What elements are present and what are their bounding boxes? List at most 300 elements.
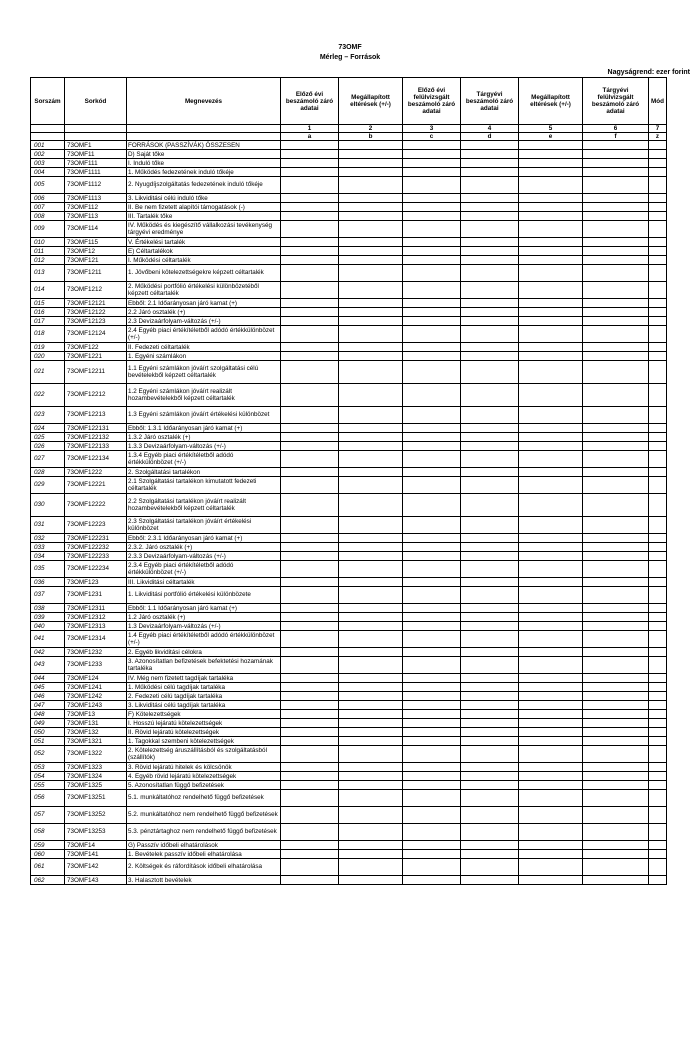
value-cell-6[interactable] <box>583 265 649 282</box>
value-cell-5[interactable] <box>519 824 583 841</box>
value-cell-7[interactable] <box>649 728 667 737</box>
value-cell-7[interactable] <box>649 343 667 352</box>
value-cell-6[interactable] <box>583 657 649 674</box>
value-cell-7[interactable] <box>649 317 667 326</box>
value-cell-5[interactable] <box>519 674 583 683</box>
value-cell-6[interactable] <box>583 352 649 361</box>
value-cell-3[interactable] <box>403 807 461 824</box>
value-cell-7[interactable] <box>649 683 667 692</box>
value-cell-4[interactable] <box>461 841 519 850</box>
value-cell-5[interactable] <box>519 552 583 561</box>
value-cell-4[interactable] <box>461 477 519 494</box>
value-cell-3[interactable] <box>403 221 461 238</box>
value-cell-3[interactable] <box>403 824 461 841</box>
value-cell-2[interactable] <box>339 468 403 477</box>
value-cell-7[interactable] <box>649 701 667 710</box>
value-cell-3[interactable] <box>403 442 461 451</box>
value-cell-1[interactable] <box>281 543 339 552</box>
value-cell-3[interactable] <box>403 657 461 674</box>
value-cell-5[interactable] <box>519 850 583 859</box>
value-cell-1[interactable] <box>281 384 339 407</box>
value-cell-5[interactable] <box>519 772 583 781</box>
value-cell-7[interactable] <box>649 159 667 168</box>
value-cell-2[interactable] <box>339 763 403 772</box>
value-cell-6[interactable] <box>583 442 649 451</box>
value-cell-7[interactable] <box>649 876 667 885</box>
value-cell-6[interactable] <box>583 561 649 578</box>
value-cell-5[interactable] <box>519 468 583 477</box>
value-cell-2[interactable] <box>339 159 403 168</box>
value-cell-4[interactable] <box>461 384 519 407</box>
value-cell-1[interactable] <box>281 859 339 876</box>
value-cell-5[interactable] <box>519 746 583 763</box>
value-cell-7[interactable] <box>649 824 667 841</box>
value-cell-2[interactable] <box>339 265 403 282</box>
value-cell-4[interactable] <box>461 763 519 772</box>
value-cell-6[interactable] <box>583 361 649 384</box>
value-cell-4[interactable] <box>461 141 519 150</box>
value-cell-4[interactable] <box>461 256 519 265</box>
value-cell-1[interactable] <box>281 710 339 719</box>
value-cell-4[interactable] <box>461 692 519 701</box>
value-cell-6[interactable] <box>583 604 649 613</box>
value-cell-7[interactable] <box>649 674 667 683</box>
value-cell-2[interactable] <box>339 552 403 561</box>
value-cell-6[interactable] <box>583 256 649 265</box>
value-cell-6[interactable] <box>583 790 649 807</box>
value-cell-4[interactable] <box>461 790 519 807</box>
value-cell-2[interactable] <box>339 451 403 468</box>
value-cell-7[interactable] <box>649 352 667 361</box>
value-cell-5[interactable] <box>519 424 583 433</box>
value-cell-2[interactable] <box>339 433 403 442</box>
value-cell-2[interactable] <box>339 517 403 534</box>
value-cell-2[interactable] <box>339 728 403 737</box>
value-cell-2[interactable] <box>339 587 403 604</box>
value-cell-3[interactable] <box>403 587 461 604</box>
value-cell-3[interactable] <box>403 194 461 203</box>
value-cell-1[interactable] <box>281 424 339 433</box>
value-cell-5[interactable] <box>519 256 583 265</box>
value-cell-3[interactable] <box>403 238 461 247</box>
value-cell-2[interactable] <box>339 534 403 543</box>
value-cell-5[interactable] <box>519 168 583 177</box>
value-cell-3[interactable] <box>403 781 461 790</box>
value-cell-6[interactable] <box>583 194 649 203</box>
value-cell-5[interactable] <box>519 701 583 710</box>
value-cell-4[interactable] <box>461 604 519 613</box>
value-cell-6[interactable] <box>583 451 649 468</box>
value-cell-3[interactable] <box>403 790 461 807</box>
value-cell-7[interactable] <box>649 326 667 343</box>
value-cell-1[interactable] <box>281 265 339 282</box>
value-cell-7[interactable] <box>649 194 667 203</box>
value-cell-7[interactable] <box>649 517 667 534</box>
value-cell-1[interactable] <box>281 282 339 299</box>
value-cell-3[interactable] <box>403 543 461 552</box>
value-cell-6[interactable] <box>583 587 649 604</box>
value-cell-5[interactable] <box>519 247 583 256</box>
value-cell-6[interactable] <box>583 674 649 683</box>
value-cell-7[interactable] <box>649 604 667 613</box>
value-cell-7[interactable] <box>649 578 667 587</box>
value-cell-5[interactable] <box>519 150 583 159</box>
value-cell-6[interactable] <box>583 238 649 247</box>
value-cell-3[interactable] <box>403 737 461 746</box>
value-cell-4[interactable] <box>461 728 519 737</box>
value-cell-6[interactable] <box>583 622 649 631</box>
value-cell-3[interactable] <box>403 203 461 212</box>
value-cell-3[interactable] <box>403 433 461 442</box>
value-cell-6[interactable] <box>583 850 649 859</box>
value-cell-5[interactable] <box>519 308 583 317</box>
value-cell-5[interactable] <box>519 648 583 657</box>
value-cell-7[interactable] <box>649 433 667 442</box>
value-cell-2[interactable] <box>339 352 403 361</box>
value-cell-7[interactable] <box>649 265 667 282</box>
value-cell-5[interactable] <box>519 407 583 424</box>
value-cell-5[interactable] <box>519 534 583 543</box>
value-cell-2[interactable] <box>339 308 403 317</box>
value-cell-4[interactable] <box>461 451 519 468</box>
value-cell-3[interactable] <box>403 517 461 534</box>
value-cell-2[interactable] <box>339 384 403 407</box>
value-cell-3[interactable] <box>403 578 461 587</box>
value-cell-1[interactable] <box>281 719 339 728</box>
value-cell-2[interactable] <box>339 317 403 326</box>
value-cell-7[interactable] <box>649 737 667 746</box>
value-cell-6[interactable] <box>583 763 649 772</box>
value-cell-1[interactable] <box>281 168 339 177</box>
value-cell-5[interactable] <box>519 442 583 451</box>
value-cell-1[interactable] <box>281 850 339 859</box>
value-cell-4[interactable] <box>461 781 519 790</box>
value-cell-4[interactable] <box>461 587 519 604</box>
value-cell-7[interactable] <box>649 850 667 859</box>
value-cell-2[interactable] <box>339 177 403 194</box>
value-cell-6[interactable] <box>583 494 649 517</box>
value-cell-5[interactable] <box>519 543 583 552</box>
value-cell-7[interactable] <box>649 710 667 719</box>
value-cell-1[interactable] <box>281 150 339 159</box>
value-cell-3[interactable] <box>403 876 461 885</box>
value-cell-5[interactable] <box>519 622 583 631</box>
value-cell-1[interactable] <box>281 552 339 561</box>
value-cell-1[interactable] <box>281 221 339 238</box>
value-cell-2[interactable] <box>339 622 403 631</box>
value-cell-1[interactable] <box>281 622 339 631</box>
value-cell-7[interactable] <box>649 168 667 177</box>
value-cell-6[interactable] <box>583 841 649 850</box>
value-cell-1[interactable] <box>281 746 339 763</box>
value-cell-5[interactable] <box>519 238 583 247</box>
value-cell-7[interactable] <box>649 790 667 807</box>
value-cell-4[interactable] <box>461 150 519 159</box>
value-cell-1[interactable] <box>281 876 339 885</box>
value-cell-7[interactable] <box>649 203 667 212</box>
value-cell-1[interactable] <box>281 159 339 168</box>
value-cell-4[interactable] <box>461 308 519 317</box>
value-cell-1[interactable] <box>281 657 339 674</box>
value-cell-1[interactable] <box>281 407 339 424</box>
value-cell-7[interactable] <box>649 692 667 701</box>
value-cell-1[interactable] <box>281 308 339 317</box>
value-cell-7[interactable] <box>649 552 667 561</box>
value-cell-6[interactable] <box>583 477 649 494</box>
value-cell-1[interactable] <box>281 561 339 578</box>
value-cell-3[interactable] <box>403 308 461 317</box>
value-cell-3[interactable] <box>403 384 461 407</box>
value-cell-7[interactable] <box>649 657 667 674</box>
value-cell-3[interactable] <box>403 683 461 692</box>
value-cell-3[interactable] <box>403 772 461 781</box>
value-cell-3[interactable] <box>403 352 461 361</box>
value-cell-1[interactable] <box>281 683 339 692</box>
value-cell-3[interactable] <box>403 859 461 876</box>
value-cell-5[interactable] <box>519 494 583 517</box>
value-cell-2[interactable] <box>339 710 403 719</box>
value-cell-2[interactable] <box>339 282 403 299</box>
value-cell-7[interactable] <box>649 384 667 407</box>
value-cell-3[interactable] <box>403 407 461 424</box>
value-cell-7[interactable] <box>649 648 667 657</box>
value-cell-7[interactable] <box>649 221 667 238</box>
value-cell-3[interactable] <box>403 692 461 701</box>
value-cell-6[interactable] <box>583 308 649 317</box>
value-cell-2[interactable] <box>339 299 403 308</box>
value-cell-3[interactable] <box>403 622 461 631</box>
value-cell-5[interactable] <box>519 299 583 308</box>
value-cell-3[interactable] <box>403 534 461 543</box>
value-cell-6[interactable] <box>583 631 649 648</box>
value-cell-1[interactable] <box>281 442 339 451</box>
value-cell-3[interactable] <box>403 424 461 433</box>
value-cell-2[interactable] <box>339 238 403 247</box>
value-cell-2[interactable] <box>339 674 403 683</box>
value-cell-5[interactable] <box>519 859 583 876</box>
value-cell-1[interactable] <box>281 763 339 772</box>
value-cell-1[interactable] <box>281 772 339 781</box>
value-cell-2[interactable] <box>339 876 403 885</box>
value-cell-1[interactable] <box>281 352 339 361</box>
value-cell-7[interactable] <box>649 561 667 578</box>
value-cell-4[interactable] <box>461 407 519 424</box>
value-cell-4[interactable] <box>461 194 519 203</box>
value-cell-1[interactable] <box>281 604 339 613</box>
value-cell-4[interactable] <box>461 824 519 841</box>
value-cell-3[interactable] <box>403 477 461 494</box>
value-cell-4[interactable] <box>461 343 519 352</box>
value-cell-6[interactable] <box>583 247 649 256</box>
value-cell-1[interactable] <box>281 343 339 352</box>
value-cell-3[interactable] <box>403 561 461 578</box>
value-cell-5[interactable] <box>519 343 583 352</box>
value-cell-2[interactable] <box>339 543 403 552</box>
value-cell-5[interactable] <box>519 159 583 168</box>
value-cell-1[interactable] <box>281 256 339 265</box>
value-cell-6[interactable] <box>583 746 649 763</box>
value-cell-2[interactable] <box>339 859 403 876</box>
value-cell-1[interactable] <box>281 587 339 604</box>
value-cell-4[interactable] <box>461 203 519 212</box>
value-cell-4[interactable] <box>461 561 519 578</box>
value-cell-7[interactable] <box>649 141 667 150</box>
value-cell-2[interactable] <box>339 424 403 433</box>
value-cell-7[interactable] <box>649 361 667 384</box>
value-cell-2[interactable] <box>339 343 403 352</box>
value-cell-2[interactable] <box>339 841 403 850</box>
value-cell-5[interactable] <box>519 876 583 885</box>
value-cell-3[interactable] <box>403 468 461 477</box>
value-cell-1[interactable] <box>281 194 339 203</box>
value-cell-7[interactable] <box>649 212 667 221</box>
value-cell-2[interactable] <box>339 790 403 807</box>
value-cell-2[interactable] <box>339 604 403 613</box>
value-cell-2[interactable] <box>339 256 403 265</box>
value-cell-2[interactable] <box>339 407 403 424</box>
value-cell-5[interactable] <box>519 352 583 361</box>
value-cell-3[interactable] <box>403 256 461 265</box>
value-cell-2[interactable] <box>339 824 403 841</box>
value-cell-2[interactable] <box>339 692 403 701</box>
value-cell-6[interactable] <box>583 326 649 343</box>
value-cell-1[interactable] <box>281 807 339 824</box>
value-cell-5[interactable] <box>519 683 583 692</box>
value-cell-2[interactable] <box>339 168 403 177</box>
value-cell-6[interactable] <box>583 424 649 433</box>
value-cell-5[interactable] <box>519 781 583 790</box>
value-cell-5[interactable] <box>519 561 583 578</box>
value-cell-5[interactable] <box>519 517 583 534</box>
value-cell-6[interactable] <box>583 859 649 876</box>
value-cell-2[interactable] <box>339 737 403 746</box>
value-cell-6[interactable] <box>583 468 649 477</box>
value-cell-1[interactable] <box>281 468 339 477</box>
value-cell-5[interactable] <box>519 578 583 587</box>
value-cell-1[interactable] <box>281 247 339 256</box>
value-cell-7[interactable] <box>649 299 667 308</box>
value-cell-4[interactable] <box>461 807 519 824</box>
value-cell-3[interactable] <box>403 317 461 326</box>
value-cell-3[interactable] <box>403 177 461 194</box>
value-cell-2[interactable] <box>339 613 403 622</box>
value-cell-3[interactable] <box>403 343 461 352</box>
value-cell-2[interactable] <box>339 150 403 159</box>
value-cell-1[interactable] <box>281 674 339 683</box>
value-cell-1[interactable] <box>281 361 339 384</box>
value-cell-4[interactable] <box>461 442 519 451</box>
value-cell-7[interactable] <box>649 308 667 317</box>
value-cell-4[interactable] <box>461 701 519 710</box>
value-cell-2[interactable] <box>339 772 403 781</box>
value-cell-3[interactable] <box>403 631 461 648</box>
value-cell-6[interactable] <box>583 737 649 746</box>
value-cell-2[interactable] <box>339 326 403 343</box>
value-cell-3[interactable] <box>403 648 461 657</box>
value-cell-6[interactable] <box>583 203 649 212</box>
value-cell-3[interactable] <box>403 326 461 343</box>
value-cell-6[interactable] <box>583 648 649 657</box>
value-cell-2[interactable] <box>339 631 403 648</box>
value-cell-3[interactable] <box>403 150 461 159</box>
value-cell-2[interactable] <box>339 807 403 824</box>
value-cell-1[interactable] <box>281 494 339 517</box>
value-cell-4[interactable] <box>461 317 519 326</box>
value-cell-3[interactable] <box>403 763 461 772</box>
value-cell-1[interactable] <box>281 238 339 247</box>
value-cell-6[interactable] <box>583 824 649 841</box>
value-cell-6[interactable] <box>583 212 649 221</box>
value-cell-2[interactable] <box>339 648 403 657</box>
value-cell-1[interactable] <box>281 631 339 648</box>
value-cell-4[interactable] <box>461 265 519 282</box>
value-cell-7[interactable] <box>649 841 667 850</box>
value-cell-4[interactable] <box>461 282 519 299</box>
value-cell-4[interactable] <box>461 631 519 648</box>
value-cell-1[interactable] <box>281 648 339 657</box>
value-cell-7[interactable] <box>649 859 667 876</box>
value-cell-6[interactable] <box>583 384 649 407</box>
value-cell-2[interactable] <box>339 477 403 494</box>
value-cell-3[interactable] <box>403 719 461 728</box>
value-cell-6[interactable] <box>583 177 649 194</box>
value-cell-2[interactable] <box>339 683 403 692</box>
value-cell-4[interactable] <box>461 850 519 859</box>
value-cell-7[interactable] <box>649 150 667 159</box>
value-cell-6[interactable] <box>583 282 649 299</box>
value-cell-7[interactable] <box>649 442 667 451</box>
value-cell-3[interactable] <box>403 850 461 859</box>
value-cell-3[interactable] <box>403 282 461 299</box>
value-cell-5[interactable] <box>519 317 583 326</box>
value-cell-3[interactable] <box>403 613 461 622</box>
value-cell-1[interactable] <box>281 451 339 468</box>
value-cell-1[interactable] <box>281 841 339 850</box>
value-cell-5[interactable] <box>519 631 583 648</box>
value-cell-7[interactable] <box>649 407 667 424</box>
value-cell-3[interactable] <box>403 746 461 763</box>
value-cell-7[interactable] <box>649 719 667 728</box>
value-cell-7[interactable] <box>649 746 667 763</box>
value-cell-6[interactable] <box>583 141 649 150</box>
value-cell-2[interactable] <box>339 203 403 212</box>
value-cell-7[interactable] <box>649 807 667 824</box>
value-cell-4[interactable] <box>461 326 519 343</box>
value-cell-2[interactable] <box>339 719 403 728</box>
value-cell-2[interactable] <box>339 657 403 674</box>
value-cell-5[interactable] <box>519 807 583 824</box>
value-cell-6[interactable] <box>583 772 649 781</box>
value-cell-4[interactable] <box>461 578 519 587</box>
value-cell-6[interactable] <box>583 613 649 622</box>
value-cell-2[interactable] <box>339 212 403 221</box>
value-cell-1[interactable] <box>281 737 339 746</box>
value-cell-4[interactable] <box>461 737 519 746</box>
value-cell-1[interactable] <box>281 692 339 701</box>
value-cell-1[interactable] <box>281 299 339 308</box>
value-cell-3[interactable] <box>403 451 461 468</box>
value-cell-1[interactable] <box>281 728 339 737</box>
value-cell-4[interactable] <box>461 648 519 657</box>
value-cell-7[interactable] <box>649 247 667 256</box>
value-cell-2[interactable] <box>339 194 403 203</box>
value-cell-5[interactable] <box>519 433 583 442</box>
value-cell-3[interactable] <box>403 361 461 384</box>
value-cell-7[interactable] <box>649 256 667 265</box>
value-cell-4[interactable] <box>461 494 519 517</box>
value-cell-1[interactable] <box>281 477 339 494</box>
value-cell-6[interactable] <box>583 807 649 824</box>
